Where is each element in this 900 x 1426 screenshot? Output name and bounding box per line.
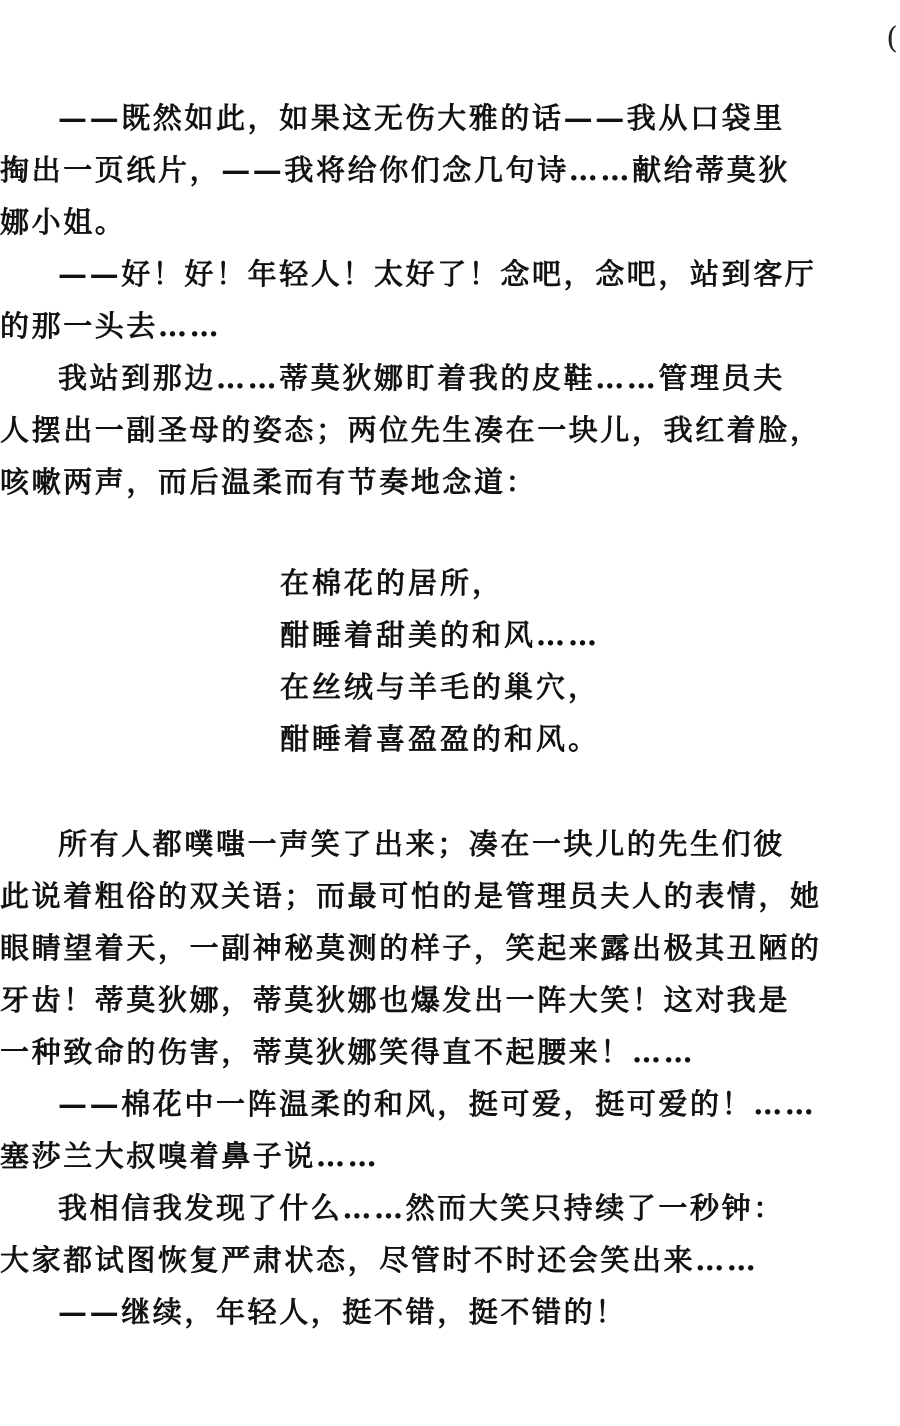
- text-line: 大家都试图恢复严肃状态，尽管时不时还会笑出来……: [0, 1243, 759, 1277]
- page-corner-mark: (: [886, 21, 898, 56]
- text-line: 眼睛望着天，一副神秘莫测的样子，笑起来露出极其丑陋的: [0, 931, 822, 965]
- text-line: 此说着粗俗的双关语；而最可怕的是管理员夫人的表情，她: [0, 879, 822, 913]
- text-line: 一种致命的伤害，蒂莫狄娜笑得直不起腰来！……: [0, 1035, 696, 1069]
- text-line: 咳嗽两声，而后温柔而有节奏地念道：: [0, 465, 538, 499]
- text-line: ——好！好！年轻人！太好了！念吧，念吧，站到客厅: [58, 257, 817, 291]
- text-line: ——棉花中一阵温柔的和风，挺可爱，挺可爱的！……: [58, 1087, 817, 1121]
- text-line: 我站到那边……蒂莫狄娜盯着我的皮鞋……管理员夫: [58, 361, 785, 395]
- text-line: 塞莎兰大叔嗅着鼻子说……: [0, 1139, 380, 1173]
- text-line: 的那一头去……: [0, 309, 222, 343]
- text-line: ——继续，年轻人，挺不错，挺不错的！: [58, 1295, 627, 1329]
- text-line: 我相信我发现了什么……然而大笑只持续了一秒钟：: [58, 1191, 785, 1225]
- poem-line: 酣睡着喜盈盈的和风。: [280, 722, 601, 756]
- text-line: 掏出一页纸片，——我将给你们念几句诗……献给蒂莫狄: [0, 153, 791, 187]
- poem-line: 在丝绒与羊毛的巢穴，: [280, 670, 601, 704]
- poem-line: 酣睡着甜美的和风……: [280, 618, 601, 652]
- poem-line: 在棉花的居所，: [280, 566, 505, 600]
- text-line: 人摆出一副圣母的姿态；两位先生凑在一块儿，我红着脸，: [0, 413, 822, 447]
- text-line: 牙齿！蒂莫狄娜，蒂莫狄娜也爆发出一阵大笑！这对我是: [0, 983, 791, 1017]
- text-line: ——既然如此，如果这无伤大雅的话——我从口袋里: [58, 101, 785, 135]
- text-line: 娜小姐。: [0, 205, 127, 239]
- text-line: 所有人都噗嗤一声笑了出来；凑在一块儿的先生们彼: [58, 827, 785, 861]
